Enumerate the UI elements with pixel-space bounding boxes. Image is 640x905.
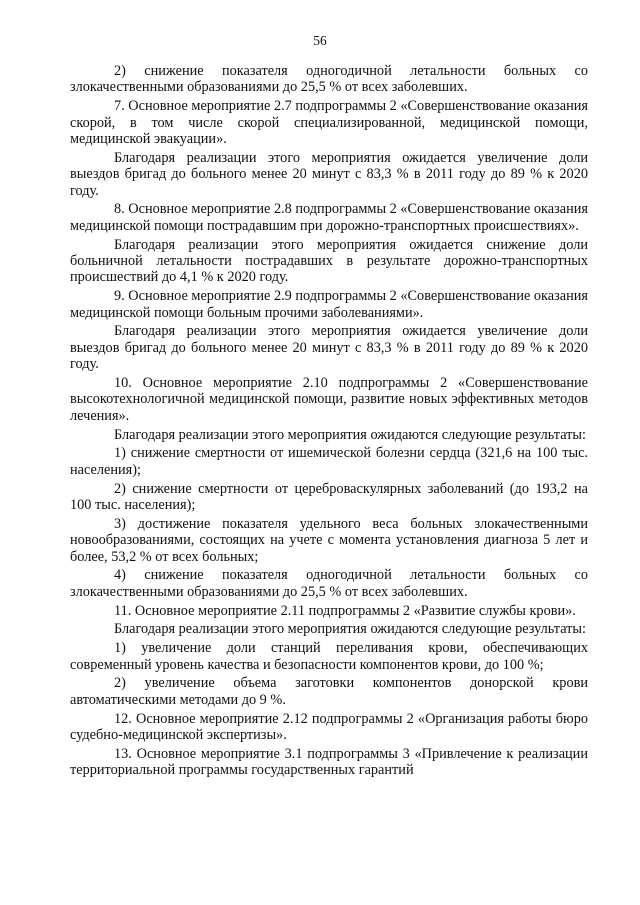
paragraph: 2) снижение показателя одногодичной летальности больных со злокачественными образованиями до 25,5 % от всех заболевших.: [70, 63, 588, 96]
paragraph: Благодаря реализации этого мероприятия ожидаются следующие результаты:: [114, 426, 586, 443]
paragraph: Благодаря реализации этого мероприятия ожидается увеличение доли выездов бригад до больного менее 20 минут с 83,3 % в 2011 году до 89 % к 2020 году.: [70, 323, 588, 373]
paragraph: 7. Основное мероприятие 2.7 подпрограммы 2 «Совершенствование оказания скорой, в том числе скорой специализированной, медицинской помощи, медицинской эвакуации».: [70, 98, 588, 148]
paragraph: 9. Основное мероприятие 2.9 подпрограммы 2 «Совершенствование оказания медицинской помощи больным прочими заболеваниями».: [70, 288, 588, 321]
paragraph: 13. Основное мероприятие 3.1 подпрограммы 3 «Привлечение к реализации территориальной программы государственных гарантий: [70, 745, 588, 779]
paragraph: 2) увеличение объема заготовки компонентов донорской крови автоматическими методами до 9 %.: [70, 675, 588, 708]
paragraph: 1) снижение смертности от ишемической болезни сердца (321,6 на 100 тыс. населения);: [70, 445, 588, 478]
paragraph: 2) снижение смертности от цереброваскулярных заболеваний (до 193,2 на 100 тыс. населения);: [70, 480, 588, 514]
paragraph: Благодаря реализации этого мероприятия ожидается увеличение доли выездов бригад до больного менее 20 минут с 83,3 % в 2011 году до 89 % к 2020 году.: [70, 149, 588, 199]
paragraph: 11. Основное мероприятие 2.11 подпрограммы 2 «Развитие службы крови».: [114, 602, 576, 619]
paragraph: 10. Основное мероприятие 2.10 подпрограммы 2 «Совершенствование высокотехнологичной медицинской помощи, развитие новых эффективных методов лечения».: [70, 375, 588, 424]
paragraph: Благодаря реализации этого мероприятия ожидаются следующие результаты:: [114, 621, 586, 638]
paragraph: 4) снижение показателя одногодичной летальности больных со злокачественными образованиями до 25,5 % от всех заболевших.: [70, 567, 588, 600]
paragraph: 12. Основное мероприятие 2.12 подпрограммы 2 «Организация работы бюро судебно-медицинской экспертизы».: [70, 710, 588, 744]
page-number: 56: [313, 33, 327, 48]
document-body: [70, 63, 588, 781]
paragraph: 3) достижение показателя удельного веса больных злокачественными новообразованиями, состоящих на учете с момента установления диагноза 5 лет и более, 53,2 % от всех больных;: [70, 515, 588, 565]
paragraph: 1) увеличение доли станций переливания крови, обеспечивающих современный уровень качества и безопасности компонентов крови, до 100 %;: [70, 640, 588, 673]
paragraph: 8. Основное мероприятие 2.8 подпрограммы 2 «Совершенствование оказания медицинской помощи пострадавшим при дорожно-транспортных происшествиях».: [70, 201, 588, 234]
paragraph: Благодаря реализации этого мероприятия ожидается снижение доли больничной летальности пострадавших в результате дорожно-транспортных происшествий до 4,1 % к 2020 году.: [70, 236, 588, 286]
